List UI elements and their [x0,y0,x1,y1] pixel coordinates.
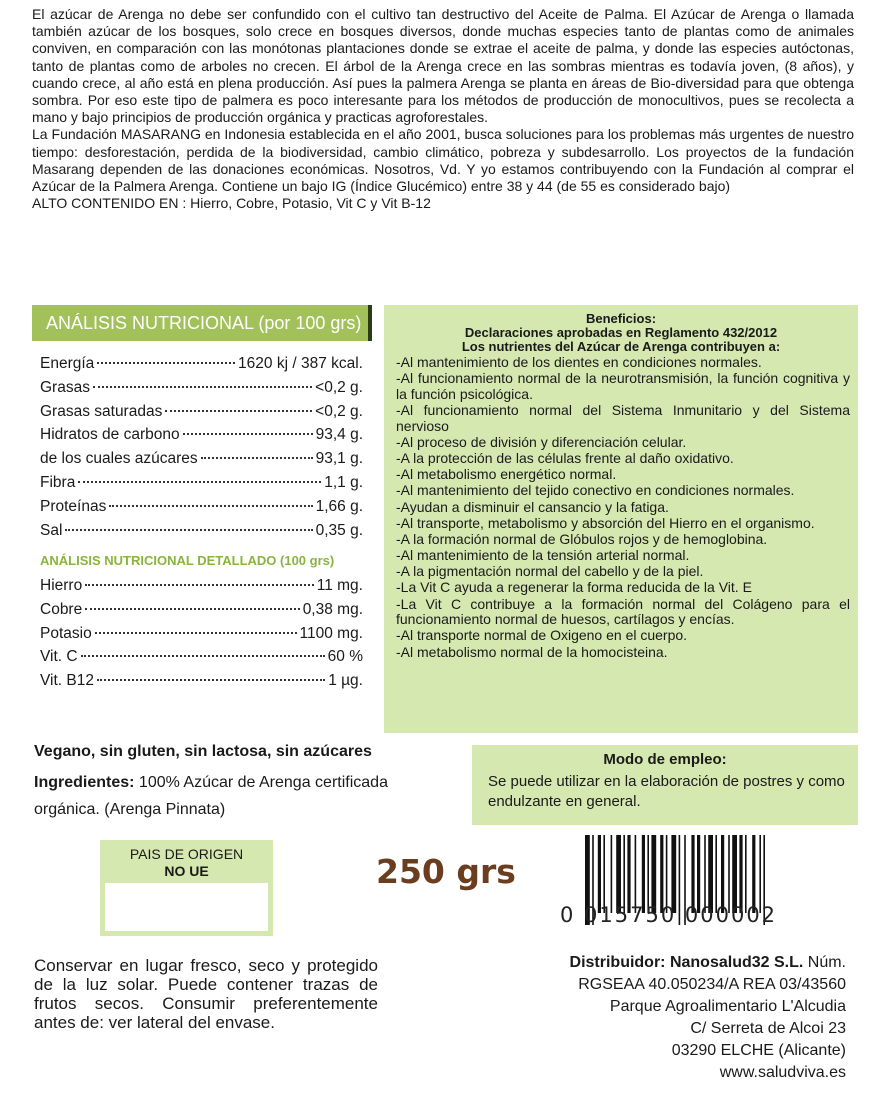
nutrition-row [40,474,363,496]
nutrition-value: 1,66 g. [315,497,363,515]
barcode-bar [721,835,724,913]
nutrition-detail-row [40,625,363,647]
benefit-item: -A la formación normal de Glóbulos rojos y de hemoglobina. [396,530,768,547]
dot-leader [201,457,313,459]
benefit-item: -Al transporte normal de Oxigeno en el cuerpo. [396,627,688,644]
barcode-bar [635,835,637,913]
benefit-item: -Al mantenimiento de la tensión arterial normal. [396,547,690,564]
ingredients [34,769,454,823]
benefit-item: -Al metabolismo energético normal. [396,466,617,483]
benefit-item: -Al funcionamiento normal de la neurotransmisión, la función cognitiva y la función psicológica. [396,370,850,402]
barcode-bar [647,835,649,913]
benefit-item: -Al mantenimiento del tejido conectivo en condiciones normales. [396,482,795,499]
dot-leader [65,529,312,531]
benefits-subtitle-nutrients: Los nutrientes del Azúcar de Arenga contribuyen a: [461,339,781,354]
barcode-bar [708,835,713,913]
nutrition-label: de los cuales azúcares [40,450,198,468]
nutrition-row [40,522,363,544]
nutrition-label: Proteínas [40,497,107,515]
barcode-bar [691,835,694,913]
barcode-bar [666,835,668,913]
barcode-bar [642,835,645,913]
nutrition-row [40,379,363,401]
nutrition-value: <0,2 g. [315,378,363,396]
barcode-bar [627,835,630,913]
nutrition-label: Sal [40,521,63,539]
nutrition-value: 1620 kj / 387 kcal. [238,355,363,372]
nutrition-label: Grasas [40,378,90,396]
nutrition-detail-value: 1100 mg. [299,624,363,642]
nutrition-label: Energía [40,355,95,372]
dot-leader [85,584,314,586]
benefits-list [396,355,850,661]
benefit-item: -La Vit C ayuda a regenerar la forma reducida de la Vit. E [396,579,752,596]
nutrition-label: Fibra [40,474,76,491]
dot-leader [85,608,299,610]
origin-box [100,840,273,936]
dot-leader [165,410,312,412]
barcode-bar [739,835,742,913]
ingredients-text: 100% Azúcar de Arenga certificada orgánica. (Arenga Pinnata) [34,774,388,818]
vegan-claims: Vegano, sin gluten, sin lactosa, sin azúcares [34,743,372,760]
nutrition-title: ANÁLISIS NUTRICIONAL (por 100 grs) [46,313,362,333]
nutrition-detail-value: 11 mg. [316,577,363,594]
nutrition-label: Grasas saturadas [40,402,163,420]
intro-paragraph-3: ALTO CONTENIDO EN : Hierro, Cobre, Potasio, Vit C y Vit B-12 [32,195,431,212]
distributor-num: Núm. [803,954,846,971]
benefits-subtitle-regulation: Declaraciones aprobadas en Reglamento 432/2012 [464,325,778,340]
barcode-digits: 0 015750 000002 [560,903,778,927]
barcode-bar [671,835,676,913]
distributor-info [490,952,846,1084]
dot-leader [97,679,325,681]
barcode-bar [752,835,755,913]
barcode-bar [704,835,706,913]
nutrition-value: 1,1 g. [324,474,363,491]
header-accent-bar [368,305,372,341]
barcode-bar [715,835,717,913]
benefit-item: -Al transporte, metabolismo y absorción del Hierro en el organismo. [396,514,815,531]
nutrition-row [40,498,363,520]
barcode-bar [623,835,625,913]
barcode-bar [759,835,761,913]
barcode-bar [745,835,747,913]
storage-instructions: Conservar en lugar fresco, seco y protegido de la luz solar. Puede contener trazas de frutos secos. Consumir preferentemente antes de: ver lateral del envase. [34,956,378,1032]
barcode-bar [660,835,663,913]
nutrition-detail-row [40,577,363,599]
barcode-bar [697,835,700,913]
usage-text: Se puede utilizar en la elaboración de postres y como endulzante en general. [488,773,845,810]
distributor-name: Distribuidor: Nanosalud32 S.L. [569,954,804,971]
barcode-bar [651,835,656,913]
intro-text [32,6,854,212]
nutrition-value: 93,4 g. [315,426,363,444]
dot-leader [95,632,297,634]
origin-blank-field [105,883,268,931]
usage-panel [472,745,858,825]
nutrition-row [40,426,363,448]
nutrition-label: Hidratos de carbono [40,426,180,444]
nutrition-detail-value: 60 % [327,648,363,666]
dot-leader [78,481,321,483]
benefit-item: -Al metabolismo normal de la homocisteina. [396,643,668,660]
barcode-bar [598,835,601,913]
benefit-item: -Ayudan a disminuir el cansancio y la fatiga. [396,498,669,515]
nutrition-header [32,305,372,341]
barcode-bar [611,835,613,913]
intro-paragraph-2: La Fundación MASARANG en Indonesia establecida en el año 2001, busca soluciones para los problemas más urgentes de nuestro tiempo: desforestación, perdida de la biodiversidad, cambio climático, pobreza y subdesarrollo. Los proyectos de la fundación Masarang dependen de las donaciones económicas. Nosotros, Vd. Y yo estamos contribuyendo con la Fundación al comprar el Azúcar de la Palmera Arenga. Contiene un bajo IG (Índice Glucémico) entre 38 y 44 (de 55 es considerado bajo) [32,126,854,195]
distributor-street: C/ Serreta de Alcoi 23 [690,1020,846,1037]
nutrition-value: 93,1 g. [315,450,363,468]
distributor-city: 03290 ELCHE (Alicante) [671,1042,846,1059]
dot-leader [183,433,313,435]
barcode-bar [732,835,737,913]
barcode-bar [616,835,621,913]
dot-leader [97,362,235,364]
nutrition-detail-label: Vit. C [40,648,78,666]
intro-paragraph-1: El azúcar de Arenga no debe ser confundido con el cultivo tan destructivo del Aceite de Palma. El Azúcar de Arenga o llamada también azúcar de los bosques, solo crece en bosques diversos, donde muchas especies tanto de plantas como de animales conviven, en comparación con las monótonas plantaciones donde se extrae el aceite de palma, y donde las especies autóctonas, tanto de plantas como de arboles no crecen. El árbol de la Arenga crece en las sombras mientras es todavía joven, (8 años), y cuando crece, al año está en plena producción. Así pues la palmera Arenga se planta en áreas de Bio-diversidad para que obtenga sombra. Por eso este tipo de palmera es poco interesante para los métodos de producción de monocultivos, pues se recolecta a mano y bajo principios de producción orgánica y practicas agroforestales. [32,6,854,126]
nutrition-detail-row [40,601,363,623]
benefits-panel [384,305,858,733]
distributor-registry: RGSEAA 40.050234/A REA 03/43560 [578,976,846,993]
distributor-website: www.saludviva.es [719,1064,846,1081]
dot-leader [93,386,312,388]
net-weight: 250 grs [376,852,516,891]
nutrition-detail-value: 0,38 mg. [302,600,363,618]
nutrition-value: 0,35 g. [315,521,363,539]
benefit-item: -La Vit C contribuye a la formación normal del Colágeno para el funcionamiento normal de huesos, cartílagos y encías. [396,595,850,628]
nutrition-row [40,403,363,425]
ingredients-label: Ingredientes: [34,774,135,791]
nutrition-detail-value: 1 µg. [328,672,363,690]
nutrition-row [40,355,363,377]
benefit-item: -A la protección de las células frente al daño oxidativo. [396,449,734,466]
nutrition-value: <0,2 g. [315,402,363,420]
barcode-bar [728,835,730,913]
nutrition-detail-label: Potasio [40,624,92,642]
barcode-bar [603,835,605,913]
dot-leader [81,655,325,657]
origin-value: NO UE [164,863,209,879]
benefits-title: Beneficios: [585,311,657,326]
nutrition-detail-row [40,648,363,670]
nutrition-detail-row [40,672,363,694]
dot-leader [109,505,312,507]
nutrition-detail-title: ANÁLISIS NUTRICIONAL DETALLADO (100 grs) [40,553,335,568]
benefit-item: -Al proceso de división y diferenciación celular. [396,433,687,450]
nutrition-row [40,450,363,472]
barcode [560,835,850,935]
distributor-park: Parque Agroalimentario L'Alcudia [609,998,846,1015]
nutrition-detail-label: Cobre [40,600,83,618]
benefit-item: -A la pigmentación normal del cabello y de la piel. [396,563,704,580]
origin-label: PAIS DE ORIGEN [129,846,244,862]
benefit-item: -Al mantenimiento de los dientes en condiciones normales. [396,354,762,370]
benefit-item: -Al funcionamiento normal del Sistema Inmunitario y del Sistema nervioso [396,401,850,434]
nutrition-detail-label: Hierro [40,577,83,594]
distributor-line-1 [490,952,846,974]
nutrition-detail-label: Vit. B12 [40,672,95,690]
usage-title: Modo de empleo: [603,751,727,768]
